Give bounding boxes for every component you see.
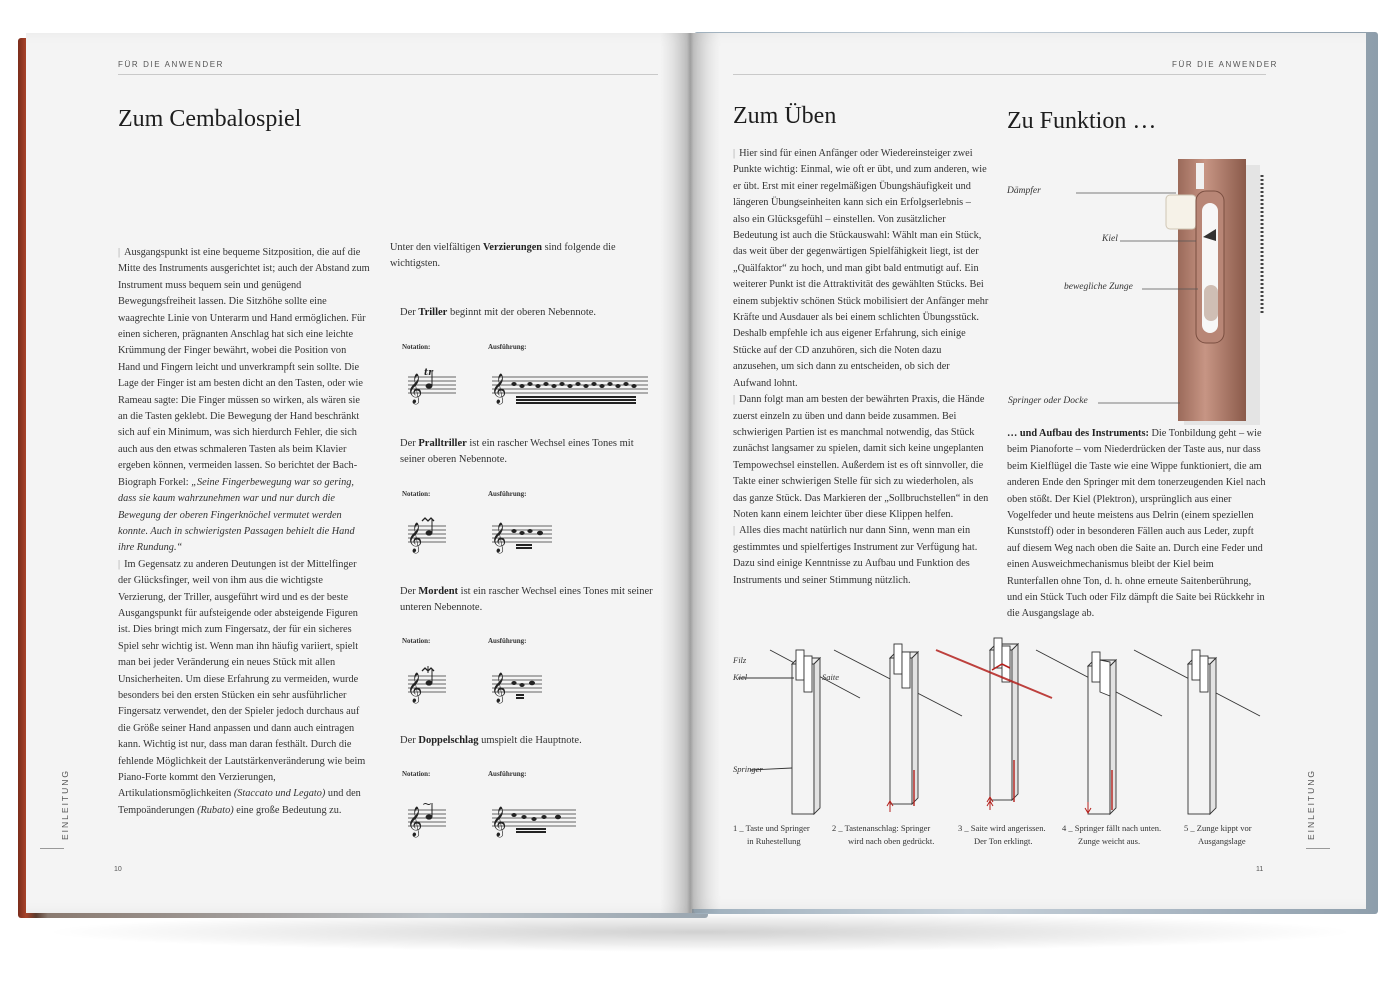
paragraph-sitzposition: Ausgangspunkt ist eine bequeme Sitzposition, die auf die Mitte des Instruments ausgerichtet ist; auch der Abstand zum Instrument muss bequem sein und genügend Bewegungsfreiheit lassen. Die Sitzhöhe sollte eine waagrechte Linie von Unterarm und Hand ermöglichen. Für einen sicheren, prägnanten Anschlag hat sich eine leichte Krümmung der Finger bewährt, wobei die Position von Hand und Fingern leicht und unverkrampft sein sollte. Die Lage der Finger ist am besten dicht an den Tasten, oder wie Rameau sagte: Die Finger müssen so wirken, als wären sie an die Tasten geklebt. Die Bewegung der Hand beschränkt sich auf ein Minimum, was sich hierdurch Fehler, die sich auch aus den etwas schmaleren Tasten als beim Klavier ergeben können, vermeiden lassen. So berichtet der Bach-Biograph Forkel: (118, 247, 370, 488)
diagram-label-filz: Filz (733, 655, 747, 665)
ornament-description: Der Mordent ist ein rascher Wechsel eines Tones mit seiner unteren Nebennote. (400, 586, 653, 613)
paragraph-marker: | (733, 148, 736, 159)
header-rule-left (118, 74, 658, 75)
book-spine (660, 33, 720, 913)
side-rule-left (40, 848, 64, 849)
page-number-right: 11 (1256, 866, 1264, 873)
triller-music-notation (402, 365, 652, 407)
doppelschlag-music-notation (402, 798, 602, 838)
header-rule-right (733, 74, 1266, 75)
intro-text: Unter den vielfältigen (390, 242, 483, 253)
svg-text:tr: tr (424, 368, 433, 378)
intro-bold: Verzierungen (482, 242, 543, 253)
execution-label: Ausführung: (488, 490, 527, 498)
svg-text:𝄞: 𝄞 (407, 523, 423, 553)
ornament-description: Der Doppelschlag umspielt die Hauptnote. (400, 735, 582, 746)
side-label-left: EINLEITUNG (60, 768, 70, 840)
label-kiel: Kiel (1102, 234, 1118, 244)
label-daempfer: Dämpfer (1007, 186, 1041, 196)
diagram-caption-1: 1 _ Taste und Springer in Ruhestellung (733, 823, 810, 846)
paragraph-praxis: Dann folgt man am besten der bewährten Praxis, die Hände zuerst einzeln zu üben und dann beide zusammen. Bei schwierigen Partien ist es manchmal notwendig, das Stück zunächst langsamer zu spielen, damit sich keine ungeplanten Tempowechsel einstellen. Außerdem ist es oft sinnvoller, die Takte einer schwierigen Stelle für sich zu wiederholen, als das ganze Stück. Das Markieren der „Sollbruchstellen“ in den Noten kann einem leichter über diese Klippen helfen. (733, 394, 989, 520)
notation-label: Notation: (402, 637, 431, 645)
ornament-pralltriller (400, 436, 660, 553)
ornament-doppelschlag (400, 733, 660, 837)
side-label-right: EINLEITUNG (1306, 768, 1316, 840)
diagram-caption-4: 4 _ Springer fällt nach unten. Zunge weicht aus. (1062, 823, 1162, 846)
paragraph-marker: | (118, 558, 121, 570)
diagram-caption-3: 3 _ Saite wird angerissen. Der Ton erklingt. (958, 823, 1046, 846)
jack-mechanism-diagram (730, 630, 1270, 830)
ornament-description: Der Triller beginnt mit der oberen Nebennote. (400, 307, 597, 318)
paragraph-instrument: Alles dies macht natürlich nur dann Sinn, wenn man ein gestimmtes und spielfertiges Instrument zur Verfügung hat. Dazu sind einige Kenntnisse zu Aufbau und Funktion des Instruments und seiner Stimmung nützlich. (733, 525, 978, 586)
ornaments-intro (390, 240, 630, 273)
paragraph-mittelfinger: Im Gegensatz zu anderen Deutungen ist der Mittelfinger der Glücksfinger, weil von ihm aus die wichtigste Verzierung, der Triller, ausgeführt wird und es der beste Ausgangspunkt für aufsteigende oder absteigende Figuren ist. Dies bringt mich zum Fingersatz, der für ein sicheres Spiel sehr wichtig ist. Wenn man ihn häufig variiert, spielt man bei jeder Veränderung ein neues Stück mit allen Unsicherheiten. Um diese Erfahrung zu vermeiden, wurde besonders bei den ersten Stücken ein sehr ausführlicher Fingersatz verwendet, den der Spieler jedoch durchaus auf die Größe seiner Hand anpassen und dann auch eintragen kann. Wichtig ist nur, dass man daran festhält. Durch die fehlende Möglichkeit der Lautstärkenveränderung wie beim Piano-Forte kommt den Verzierungen, Artikulationsmöglichkeiten (118, 558, 366, 800)
svg-text:𝄞: 𝄞 (491, 807, 507, 837)
diagram-caption-5: 5 _ Zunge kippt vor Ausgangslage (1184, 823, 1252, 846)
ornament-mordent (400, 584, 660, 703)
diagram-label-springer: Springer (733, 764, 763, 774)
diagram-label-saite: Saite (822, 672, 839, 682)
diagram-caption-2: 2 _ Tastenanschlag: Springer wird nach oben gedrückt. (832, 823, 935, 846)
svg-text:𝄞: 𝄞 (491, 673, 507, 703)
svg-text:𝄞: 𝄞 (407, 807, 423, 837)
notation-label: Notation: (402, 343, 431, 351)
left-text-column (118, 245, 370, 819)
svg-text:𝄞: 𝄞 (407, 374, 423, 404)
function-text-column (1007, 426, 1267, 623)
paragraph-marker: | (733, 394, 736, 406)
paragraph-text: und den Tempoänderungen (118, 788, 361, 816)
page-number-left: 10 (114, 866, 122, 873)
svg-text:~: ~ (422, 798, 433, 811)
practice-text-column (733, 146, 989, 589)
diagram-label-kiel: Kiel (733, 672, 748, 682)
book-shadow (40, 912, 1360, 952)
italic-staccato: (Staccato und Legato) (233, 788, 326, 800)
page-title-ueben: Zum Üben (733, 103, 837, 129)
running-head-right: FÜR DIE ANWENDER (1172, 60, 1279, 69)
forkel-quote: „Seine Fingerbewegung war so gering, dass sie kaum wahrzunehmen war und nur durch die Bewegung der oberen Fingerknöchel vermutet werden konnte. Auch in schwierigsten Passagen behielt die Hand ihre Rundung.“ (118, 476, 355, 554)
notation-label: Notation: (402, 490, 431, 498)
execution-label: Ausführung: (488, 637, 527, 645)
function-text: Die Tonbildung geht – wie beim Pianoforte – vom Niederdrücken der Taste aus, nur dass beim Kielflügel die Taste wie eine Wippe funktioniert, die am anderen Ende den Springer mit dem tonerzeugenden Kiel nach oben stößt. Der Kiel (Plektron), ursprünglich aus einer Vogelfeder und heute meistens aus Delrin (einem speziellen Kunststoff) oder in besonderen Fällen auch aus Leder, zupft auf diesem Weg nach oben die Saite an. Durch eine Feder und einen Ausweichmechanismus bleibt der Kiel beim Runterfallen ohne Ton, d. h. ohne erneute Saitenberührung, und ein Stück Tuch oder Filz dämpft die Saite bei Rückkehr in die Ausgangslage ab. (1007, 428, 1266, 620)
execution-label: Ausführung: (488, 770, 527, 778)
execution-label: Ausführung: (488, 343, 527, 351)
page-title-cembalospiel: Zum Cembalospiel (118, 106, 302, 132)
running-head-left: FÜR DIE ANWENDER (118, 60, 225, 69)
paragraph-marker: | (118, 247, 121, 258)
svg-text:𝄞: 𝄞 (491, 374, 507, 404)
paragraph-uebung: Hier sind für einen Anfänger oder Wiedereinsteiger zwei Punkte wichtig: Einmal, wie oft er übt, und zum anderen, wie er übt. Erst mit einer regelmäßigen Übungshäufigkeit und längeren Übungseinheiten kann sich ein Erfolgserlebnis – also ein Glücksgefühl – einstellen. Von zusätzlicher Bedeutung ist auch die Stückauswahl: Wählt man ein Stück, das weit über der gegenwärtigen Spielfähigkeit liegt, ist der „Quälfaktor“ zu hoch, und man gibt bald entmutigt auf. Ein weiterer Punkt ist die Attraktivität des gewählten Stücks. Bei einem subjektiv schönen Stück mobilisiert der Anfänger mehr Kräfte und Ausdauer als bei einem schlichten Übungsstück. Deshalb empfehle ich aus eigener Erfahrung, sich einige Stücke auf der CD anzuhören, sich die Noten dazu anzusehen, um sich dann zu entscheiden, ob sich der Aufwand lohnt. (733, 148, 989, 389)
side-rule-right (1306, 848, 1330, 849)
svg-text:𝄞: 𝄞 (407, 673, 423, 703)
notation-label: Notation: (402, 770, 431, 778)
paragraph-text: eine große Bedeutung zu. (233, 804, 342, 816)
label-springer-docke: Springer oder Docke (1008, 396, 1088, 406)
pralltriller-music-notation (402, 514, 582, 554)
ornament-triller (400, 305, 660, 404)
svg-text:𝄞: 𝄞 (491, 523, 507, 553)
page-title-funktion: Zu Funktion … (1007, 108, 1157, 134)
ornament-description: Der Pralltriller ist ein rascher Wechsel eines Tones mit seiner oberen Nebennote. (400, 438, 634, 465)
label-bewegliche-zunge: bewegliche Zunge (1064, 282, 1133, 292)
intro-text: sind folgende die wichtigsten. (390, 242, 616, 270)
mordent-music-notation (402, 664, 582, 704)
function-bold-lead: … und Aufbau des Instruments: (1007, 428, 1149, 439)
italic-rubato: (Rubato) (197, 804, 234, 816)
paragraph-marker: | (733, 525, 736, 537)
